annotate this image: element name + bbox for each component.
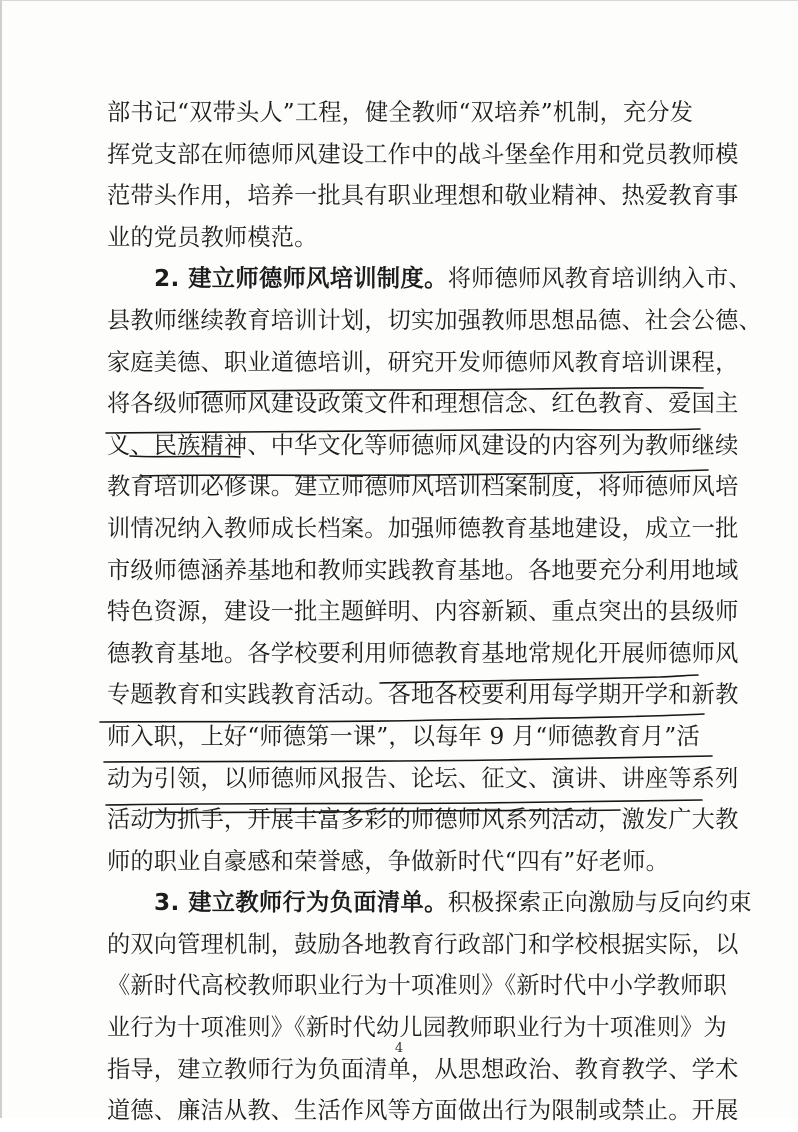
text-line: 县教师继续教育培训计划，切实加强教师思想品德、社会公德、 (107, 306, 762, 334)
scan-edge-top (0, 0, 798, 1)
text-line: 道德、廉洁从教、生活作风等方面做出行为限制或禁止。开展 (107, 1097, 739, 1125)
text-line: 训情况纳入教师成长档案。加强师德教育基地建设，成立一批 (107, 514, 739, 542)
paragraph-3 (107, 882, 752, 1132)
text-line: 部书记“双带头人”工程，健全教师“双培养”机制，充分发 (107, 99, 694, 126)
section-heading: 2. 建立师德师风培训制度。 (154, 265, 448, 293)
text-line: 的双向管理机制，鼓励各地教育行政部门和学校根据实际，以 (107, 930, 739, 958)
text-line: 挥党支部在师德师风建设工作中的战斗堡垒作用和党员教师模 (107, 140, 739, 168)
text-line: 将各级师德师风建设政策文件和理想信念、红色教育、爱国主 (107, 390, 739, 418)
text-line: 特色资源，建设一批主题鲜明、内容新颖、重点突出的县级师 (107, 598, 739, 626)
text-line: 范带头作用，培养一批具有职业理想和敬业精神、热爱教育事 (107, 182, 739, 210)
paragraph-1 (107, 92, 739, 258)
text-line: 活动为抓手，开展丰富多彩的师德师风系列活动，激发广大教 (107, 806, 739, 834)
text-line: 专题教育和实践教育活动。各地各校要利用每学期开学和新教 (107, 681, 739, 709)
text-line: 师入职，上好“师德第一课”，以每年 9 月“师德教育月”活 (107, 722, 700, 750)
page-number: 4 (394, 1041, 404, 1056)
text-line: 家庭美德、职业道德培训，研究开发师德师风教育培训课程， (107, 348, 739, 376)
text-line: 义、民族精神、中华文化等师德师风建设的内容列为教师继续 (107, 431, 739, 459)
text-line-first (107, 882, 752, 924)
heading-line-rest: 积极探索正向激励与反向约束 (447, 889, 752, 917)
text-line-first (107, 258, 752, 300)
text-line: 市级师德涵养基地和教师实践教育基地。各地要充分利用地域 (107, 556, 739, 584)
text-line: 业行为十项准则》《新时代幼儿园教师职业行为十项准则》为 (107, 1014, 727, 1042)
heading-line-rest: 将师德师风教育培训纳入市、 (447, 265, 752, 293)
text-line: 业的党员教师模范。 (107, 223, 318, 251)
text-line: 德教育基地。各学校要利用师德教育基地常规化开展师德师风 (107, 639, 739, 667)
text-line: 师的职业自豪感和荣誉感，争做新时代“四有”好老师。 (107, 847, 670, 875)
text-line: 指导，建立教师行为负面清单，从思想政治、教育教学、学术 (107, 1055, 739, 1083)
text-line: 动为引领，以师德师风报告、论坛、征文、演讲、讲座等系列 (107, 764, 739, 792)
text-line: 教育培训必修课。建立师德师风培训档案制度，将师德师风培 (107, 473, 739, 501)
section-heading: 3. 建立教师行为负面清单。 (154, 889, 448, 917)
document-body (107, 92, 762, 1132)
paragraph-2 (107, 258, 762, 882)
scan-edge-left (0, 0, 2, 1118)
text-line: 《新时代高校教师职业行为十项准则》《新时代中小学教师职 (107, 972, 727, 1000)
